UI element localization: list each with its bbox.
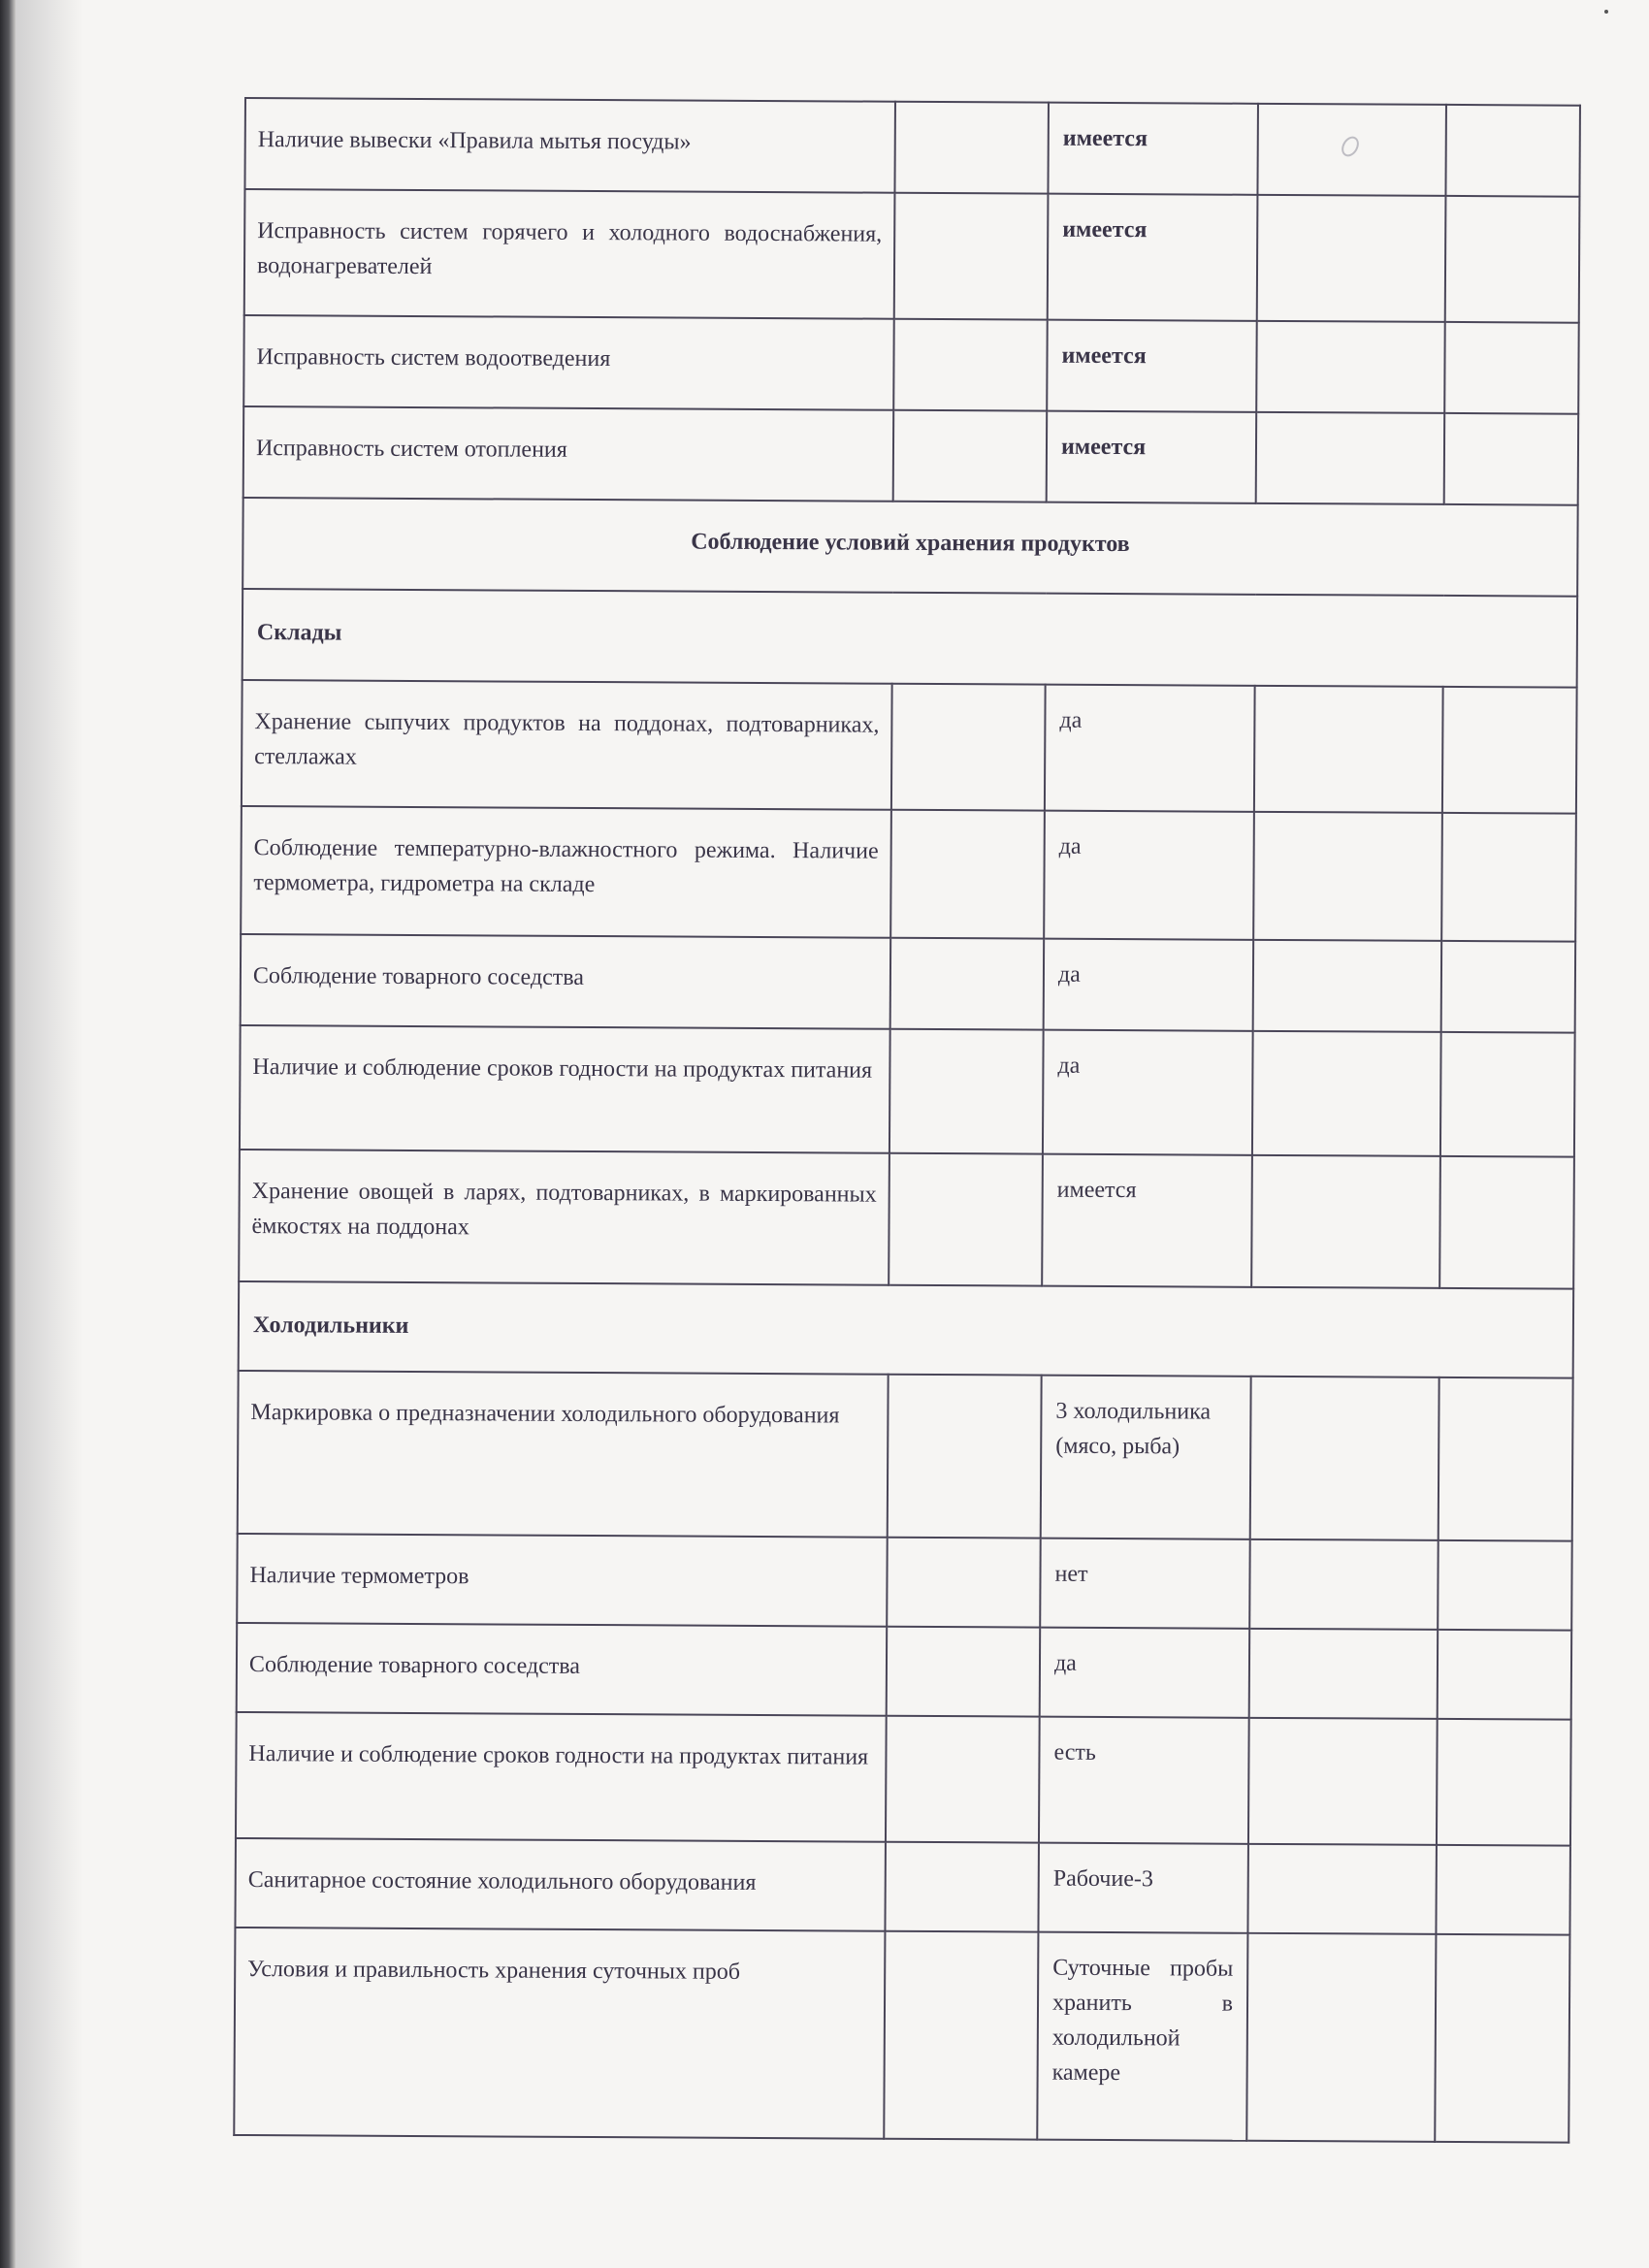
checklist-row — [235, 1838, 1569, 1935]
checklist-row — [242, 680, 1577, 814]
empty-cell — [1438, 1630, 1572, 1720]
checklist-row — [237, 1623, 1571, 1720]
empty-cell — [1253, 940, 1442, 1032]
result-cell: да — [1043, 1030, 1253, 1155]
result-cell: имеется — [1047, 411, 1257, 503]
empty-cell — [891, 684, 1046, 811]
empty-cell — [1251, 1155, 1440, 1288]
empty-cell — [889, 1153, 1043, 1286]
result-cell: имеется — [1047, 320, 1257, 412]
empty-cell — [1435, 1934, 1569, 2143]
subsection-row — [242, 589, 1578, 688]
empty-cell — [893, 319, 1048, 411]
result-cell: да — [1040, 1628, 1250, 1718]
empty-cell — [886, 1716, 1040, 1843]
empty-cell — [1247, 1844, 1437, 1934]
result-cell: имеется — [1048, 103, 1258, 195]
section-row — [242, 498, 1578, 597]
requirement-cell: Условия и правильность хранения суточных проб — [234, 1928, 885, 2139]
empty-cell — [1257, 195, 1446, 322]
result-cell: 3 холодильника (мясо, рыба) — [1041, 1376, 1251, 1539]
checklist-row — [236, 1712, 1571, 1846]
subsection-title: Холодильники — [239, 1281, 1573, 1378]
empty-cell — [1249, 1539, 1439, 1630]
subsection-title: Склады — [242, 589, 1578, 688]
empty-cell — [890, 810, 1045, 939]
requirement-cell: Исправность систем горячего и холодного водоснабжения, водонагревателей — [244, 189, 895, 319]
empty-cell — [1439, 1156, 1574, 1289]
result-cell: Суточные пробы хранить в холодильной камере — [1037, 1932, 1247, 2141]
requirement-cell: Соблюдение товарного соседства — [237, 1623, 888, 1716]
requirement-cell: Наличие вывески «Правила мытья посуды» — [244, 98, 895, 193]
result-cell: Рабочие-3 — [1038, 1843, 1248, 1933]
requirement-cell: Наличие термометров — [237, 1534, 888, 1627]
checklist-body — [234, 98, 1580, 2143]
checklist-row — [241, 934, 1576, 1033]
result-cell: есть — [1039, 1717, 1249, 1844]
empty-cell — [1444, 413, 1579, 505]
requirement-cell: Хранение овощей в ларях, подтоварниках, в маркированных ёмкостях на поддонах — [239, 1150, 889, 1285]
checklist-row — [238, 1371, 1573, 1541]
empty-cell — [1246, 1933, 1436, 2142]
empty-cell — [1441, 813, 1576, 942]
checklist-row — [239, 1150, 1574, 1289]
empty-cell — [1445, 105, 1580, 197]
empty-cell — [894, 102, 1049, 194]
empty-cell — [1436, 1845, 1570, 1935]
checklist-row — [243, 315, 1579, 414]
empty-cell — [1254, 686, 1443, 813]
empty-cell — [1441, 941, 1576, 1033]
checklist-row — [243, 406, 1579, 505]
empty-cell — [1442, 687, 1577, 814]
empty-cell — [1249, 1629, 1439, 1719]
empty-cell — [890, 938, 1045, 1030]
checklist-row — [234, 1928, 1569, 2143]
empty-cell — [1256, 321, 1445, 413]
checklist-row — [240, 1025, 1575, 1157]
requirement-cell: Санитарное состояние холодильного оборудования — [235, 1838, 886, 1931]
checklist-row — [244, 189, 1580, 323]
empty-cell — [885, 1842, 1039, 1932]
result-cell: имеется — [1042, 1154, 1252, 1287]
empty-cell — [1439, 1377, 1573, 1541]
empty-cell — [1250, 1377, 1439, 1540]
empty-cell — [1437, 1719, 1571, 1846]
requirement-cell: Исправность систем отопления — [243, 406, 894, 502]
empty-cell — [1257, 104, 1446, 196]
result-cell: нет — [1040, 1539, 1250, 1629]
requirement-cell: Соблюдение температурно-влажностного режима. Наличие термометра, гидрометра на складе — [241, 806, 891, 938]
inspection-checklist-table — [233, 97, 1581, 2144]
checklist-row — [237, 1534, 1571, 1631]
checklist-row — [244, 98, 1580, 197]
result-cell: имеется — [1048, 194, 1258, 321]
empty-cell — [884, 1931, 1038, 2140]
result-cell: да — [1045, 685, 1255, 812]
empty-cell — [888, 1375, 1042, 1539]
empty-cell — [1444, 322, 1579, 414]
scan-page-shadow — [16, 0, 83, 2268]
empty-cell — [1256, 412, 1445, 504]
empty-cell — [1438, 1540, 1572, 1631]
requirement-cell: Наличие и соблюдение сроков годности на продуктах питания — [240, 1025, 890, 1153]
empty-cell — [889, 1029, 1044, 1154]
empty-cell — [893, 410, 1048, 502]
empty-cell — [1248, 1718, 1438, 1845]
requirement-cell: Хранение сыпучих продуктов на поддонах, подтоварниках, стеллажах — [242, 680, 892, 810]
scan-speck — [1604, 10, 1608, 14]
empty-cell — [887, 1538, 1041, 1628]
subsection-row — [239, 1281, 1573, 1378]
requirement-cell: Исправность систем водоотведения — [243, 315, 894, 410]
empty-cell — [894, 193, 1049, 320]
requirement-cell: Соблюдение товарного соседства — [241, 934, 891, 1029]
empty-cell — [1252, 1031, 1441, 1156]
section-title: Соблюдение условий хранения продуктов — [242, 498, 1578, 597]
requirement-cell: Наличие и соблюдение сроков годности на продуктах питания — [236, 1712, 887, 1842]
empty-cell — [887, 1627, 1041, 1717]
result-cell: да — [1044, 811, 1254, 940]
empty-cell — [1253, 812, 1442, 941]
requirement-cell: Маркировка о предназначении холодильного оборудования — [238, 1371, 889, 1538]
checklist-row — [241, 806, 1576, 942]
result-cell: да — [1044, 939, 1254, 1031]
empty-cell — [1440, 1032, 1575, 1157]
empty-cell — [1445, 196, 1580, 323]
scan-dark-edge — [0, 0, 16, 2268]
